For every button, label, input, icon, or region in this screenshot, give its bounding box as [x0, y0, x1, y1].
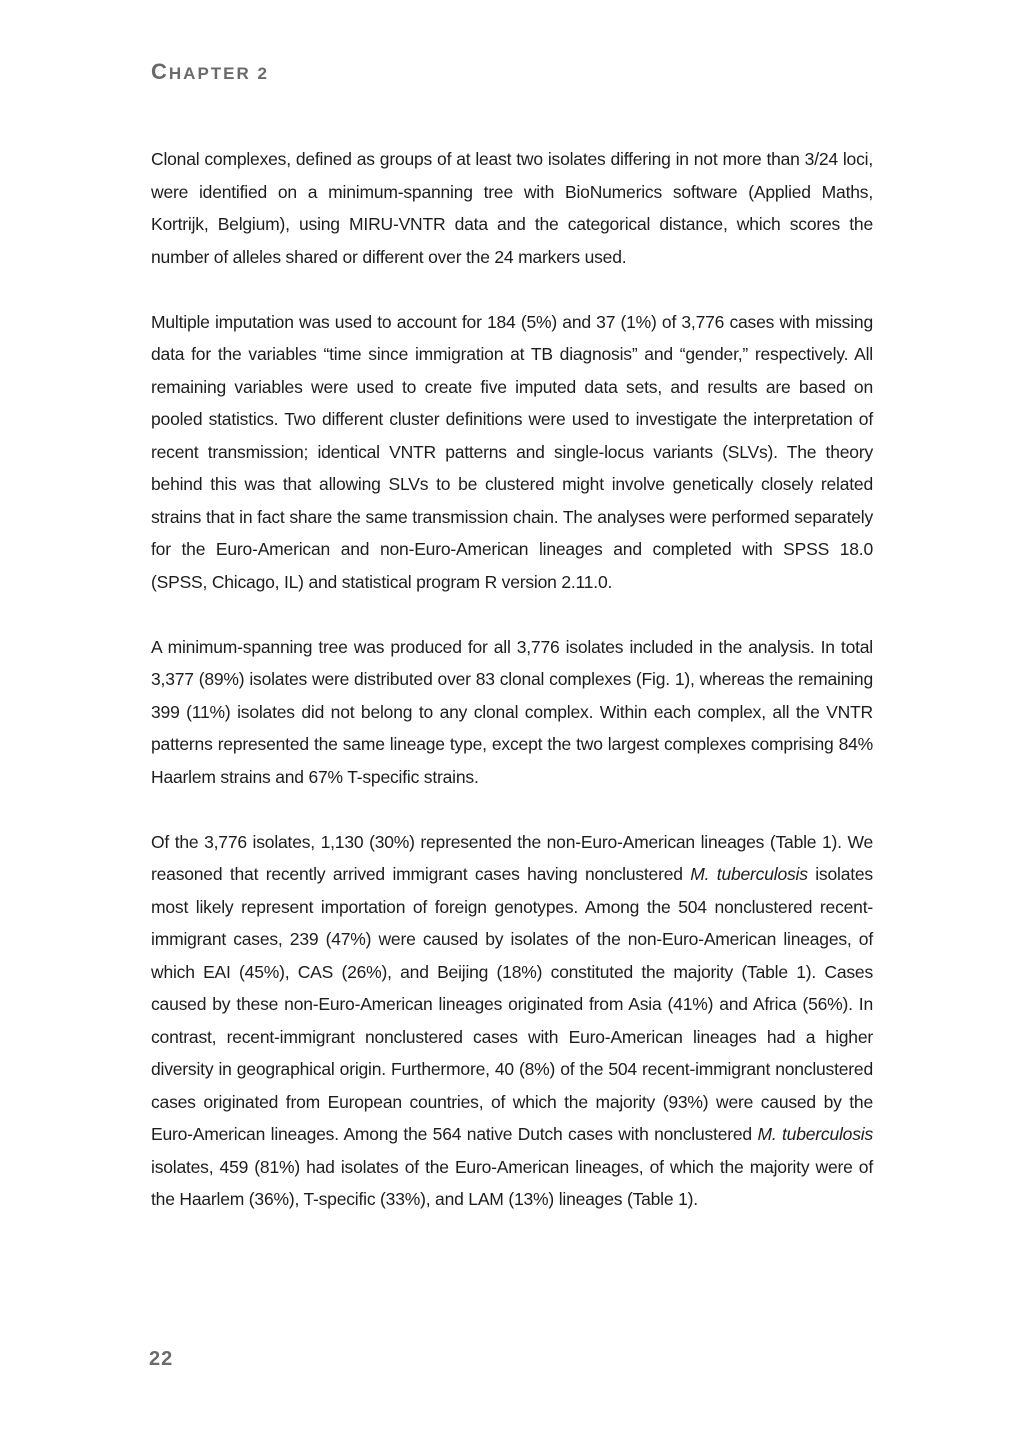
paragraph — [151, 631, 873, 794]
text-run: A minimum-spanning tree was produced for all 3,776 isolates included in the analysis. In total 3,377 (89%) isolates were distributed over 83 clonal complexes (Fig. 1), whereas the remaining 399 (11%) isolates did not belong to any clonal complex. Within each complex, all the VNTR patterns represented the same lineage type, except the two largest complexes comprising 84% Haarlem strains and 67% T-specific strains. — [151, 636, 873, 787]
italic-species-name: M. tuberculosis — [757, 1124, 873, 1144]
text-run: Of the 3,776 isolates, 1,130 (30%) represented the non-Euro-American lineages (Table 1). We reasoned that recently arrived immigrant cases having nonclustered — [151, 831, 873, 884]
body-text — [151, 143, 873, 1248]
paragraph — [151, 306, 873, 599]
text-run: isolates, 459 (81%) had isolates of the Euro-American lineages, of which the majority were of the Haarlem (36%), T-specific (33%), and LAM (13%) lineages (Table 1). — [151, 1156, 873, 1209]
text-run: Clonal complexes, defined as groups of at least two isolates differing in not more than 3/24 loci, were identified on a minimum-spanning tree with BioNumerics software (Applied Maths, Kortrijk, Belgium), using MIRU-VNTR data and the categorical distance, which scores the number of alleles shared or different over the 24 markers used. — [151, 149, 873, 267]
text-run: isolates most likely represent importation of foreign genotypes. Among the 504 nonclustered recent-immigrant cases, 239 (47%) were caused by isolates of the non-Euro-American lineages, of which EAI (45%), CAS (26%), and Beijing (18%) constituted the majority (Table 1). Cases caused by these non-Euro-American lineages originated from Asia (41%) and Africa (56%). In contrast, recent-immigrant nonclustered cases with Euro-American lineages had a higher diversity in geographical origin. Furthermore, 40 (8%) of the 504 recent-immigrant nonclustered cases originated from European countries, of which the majority (93%) were caused by the Euro-American lineages. Among the 564 native Dutch cases with nonclustered — [151, 864, 873, 1144]
text-run: Multiple imputation was used to account for 184 (5%) and 37 (1%) of 3,776 cases with missing data for the variables “time since immigration at TB diagnosis” and “gender,” respectively. All remaining variables were used to create five imputed data sets, and results are based on pooled statistics. Two different cluster definitions were used to investigate the interpretation of recent transmission; identical VNTR patterns and single-locus variants (SLVs). The theory behind this was that allowing SLVs to be clustered might involve genetically closely related strains that in fact share the same transmission chain. The analyses were performed separately for the Euro-American and non-Euro-American lineages and completed with SPSS 18.0 (SPSS, Chicago, IL) and statistical program R version 2.11.0. — [151, 311, 873, 592]
italic-species-name: M. tuberculosis — [690, 864, 808, 884]
paragraph — [151, 143, 873, 273]
paragraph — [151, 826, 873, 1216]
page-number: 22 — [149, 1348, 174, 1370]
chapter-header: CHAPTER 2 — [151, 59, 269, 84]
